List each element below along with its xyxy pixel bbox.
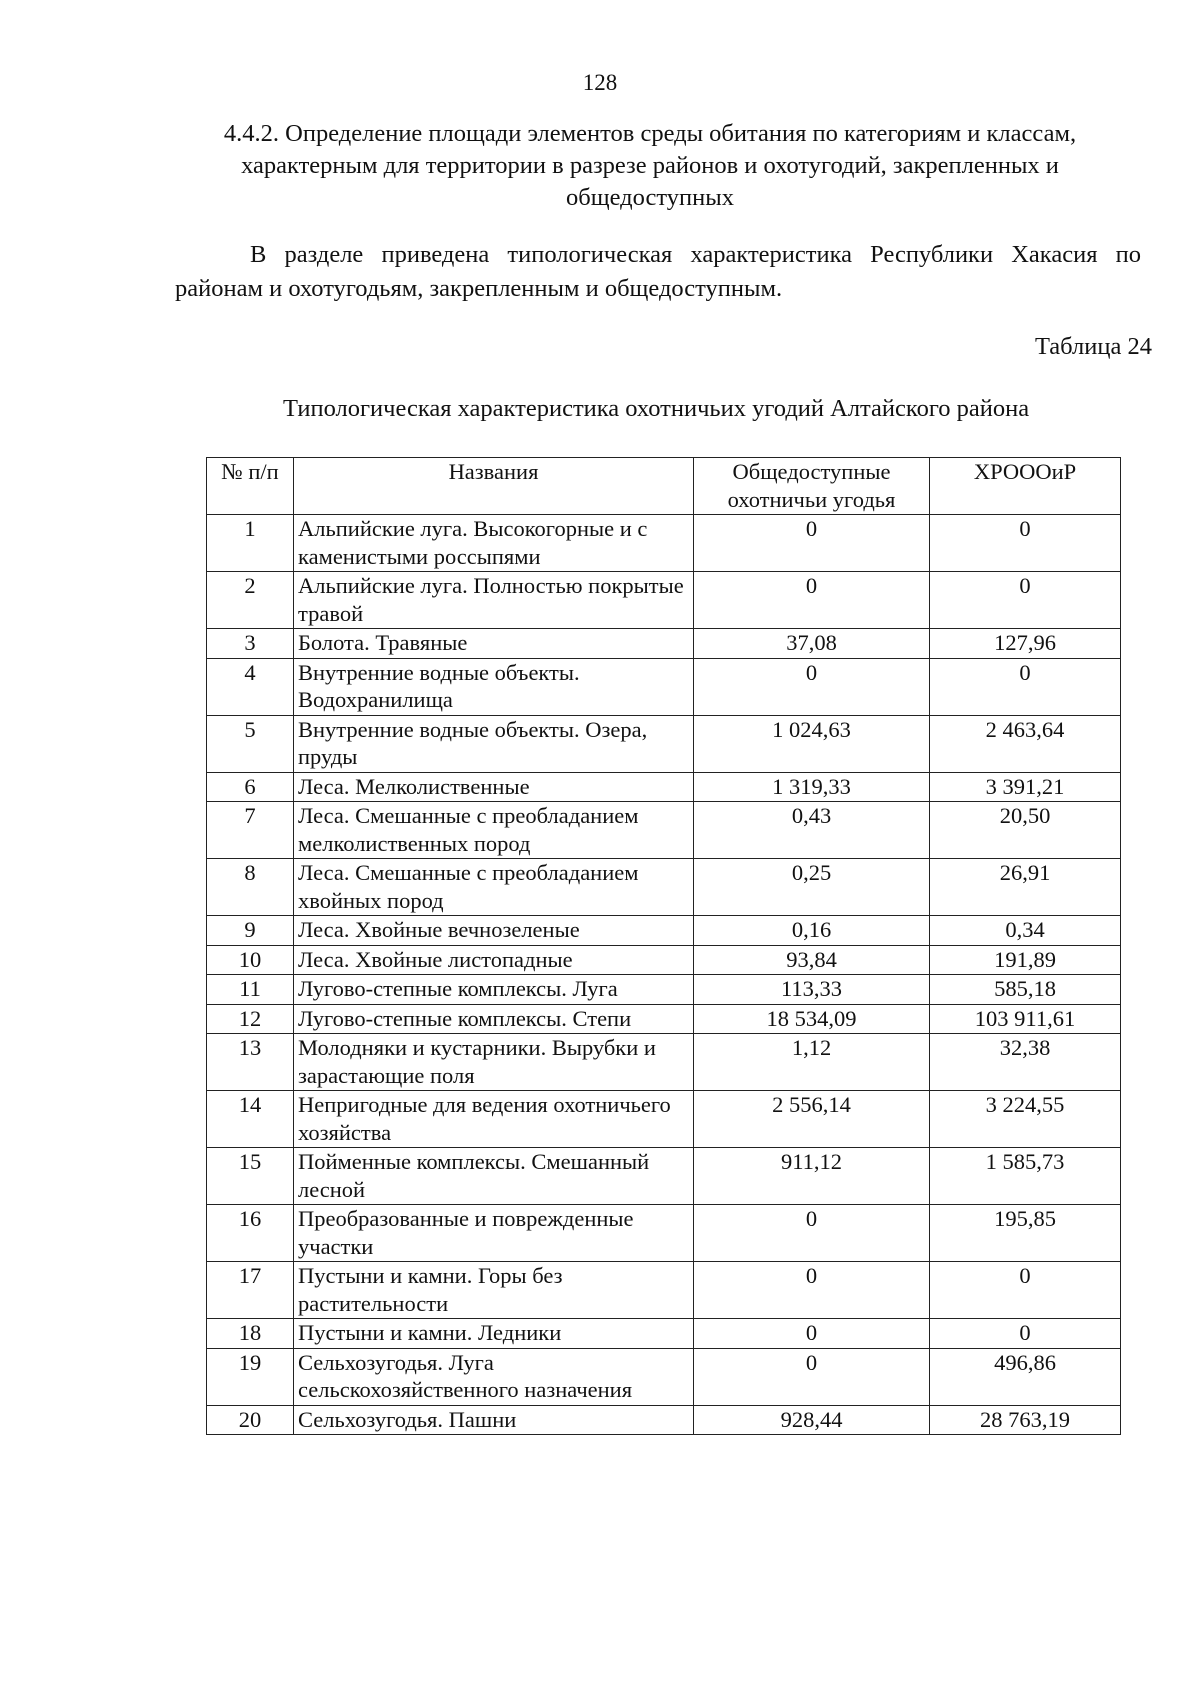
row-name: Лугово-степные комплексы. Луга	[294, 975, 694, 1005]
row-public-value: 0	[694, 572, 930, 629]
row-name: Лугово-степные комплексы. Степи	[294, 1004, 694, 1034]
row-hrooir-value: 0	[930, 572, 1121, 629]
row-public-value: 113,33	[694, 975, 930, 1005]
row-name: Пустыни и камни. Ледники	[294, 1319, 694, 1349]
header-hrooir: ХРОООиР	[930, 458, 1121, 515]
row-number: 5	[207, 715, 294, 772]
row-number: 14	[207, 1091, 294, 1148]
section-heading: 4.4.2. Определение площади элементов среды обитания по категориям и классам, характерным для территории в разрезе районов и охотугодий, закрепленных и общедоступных	[223, 120, 1077, 211]
table-row	[207, 1319, 1121, 1349]
row-name: Сельхозугодья. Пашни	[294, 1405, 694, 1435]
row-hrooir-value: 496,86	[930, 1348, 1121, 1405]
row-name: Молодняки и кустарники. Вырубки и зарастающие поля	[294, 1034, 694, 1091]
table-header-row	[207, 458, 1121, 515]
row-name: Леса. Хвойные вечнозеленые	[294, 916, 694, 946]
row-public-value: 93,84	[694, 945, 930, 975]
row-hrooir-value: 0	[930, 658, 1121, 715]
row-number: 17	[207, 1262, 294, 1319]
row-hrooir-value: 103 911,61	[930, 1004, 1121, 1034]
table-row	[207, 945, 1121, 975]
row-name: Альпийские луга. Полностью покрытые травой	[294, 572, 694, 629]
row-public-value: 0	[694, 1319, 930, 1349]
table-row	[207, 658, 1121, 715]
row-number: 13	[207, 1034, 294, 1091]
table-row	[207, 515, 1121, 572]
row-hrooir-value: 191,89	[930, 945, 1121, 975]
table-row	[207, 715, 1121, 772]
row-hrooir-value: 0	[930, 515, 1121, 572]
row-public-value: 1 319,33	[694, 772, 930, 802]
page-number: 128	[582, 70, 618, 95]
row-public-value: 0	[694, 658, 930, 715]
row-public-value: 0	[694, 1262, 930, 1319]
intro-paragraph: В разделе приведена типологическая характеристика Республики Хакасия по районам и охотугодьям, закрепленным и общедоступным.	[175, 241, 1141, 302]
row-public-value: 0	[694, 1205, 930, 1262]
row-public-value: 1,12	[694, 1034, 930, 1091]
row-public-value: 0	[694, 1348, 930, 1405]
row-public-value: 18 534,09	[694, 1004, 930, 1034]
table-row	[207, 1034, 1121, 1091]
row-hrooir-value: 2 463,64	[930, 715, 1121, 772]
table-row	[207, 629, 1121, 659]
row-hrooir-value: 0,34	[930, 916, 1121, 946]
row-hrooir-value: 26,91	[930, 859, 1121, 916]
table-row	[207, 975, 1121, 1005]
row-hrooir-value: 28 763,19	[930, 1405, 1121, 1435]
row-number: 20	[207, 1405, 294, 1435]
row-name: Внутренние водные объекты. Озера, пруды	[294, 715, 694, 772]
row-number: 18	[207, 1319, 294, 1349]
table-row	[207, 916, 1121, 946]
table-row	[207, 859, 1121, 916]
row-public-value: 37,08	[694, 629, 930, 659]
row-number: 1	[207, 515, 294, 572]
row-number: 15	[207, 1148, 294, 1205]
row-hrooir-value: 0	[930, 1262, 1121, 1319]
row-number: 7	[207, 802, 294, 859]
row-hrooir-value: 32,38	[930, 1034, 1121, 1091]
row-hrooir-value: 3 224,55	[930, 1091, 1121, 1148]
row-hrooir-value: 0	[930, 1319, 1121, 1349]
table-row	[207, 1148, 1121, 1205]
table-row	[207, 572, 1121, 629]
row-number: 19	[207, 1348, 294, 1405]
table-row	[207, 1405, 1121, 1435]
table-row	[207, 1004, 1121, 1034]
row-hrooir-value: 3 391,21	[930, 772, 1121, 802]
row-number: 2	[207, 572, 294, 629]
row-hrooir-value: 195,85	[930, 1205, 1121, 1262]
row-public-value: 0,43	[694, 802, 930, 859]
header-name: Названия	[294, 458, 694, 515]
row-public-value: 0,16	[694, 916, 930, 946]
row-public-value: 911,12	[694, 1148, 930, 1205]
row-number: 11	[207, 975, 294, 1005]
row-name: Леса. Смешанные с преобладанием мелколиственных пород	[294, 802, 694, 859]
row-public-value: 928,44	[694, 1405, 930, 1435]
row-name: Леса. Хвойные листопадные	[294, 945, 694, 975]
row-name: Пойменные комплексы. Смешанный лесной	[294, 1148, 694, 1205]
table-row	[207, 1262, 1121, 1319]
table-row	[207, 802, 1121, 859]
row-number: 3	[207, 629, 294, 659]
table-caption: Типологическая характеристика охотничьих угодий Алтайского района	[283, 395, 1030, 422]
row-hrooir-value: 20,50	[930, 802, 1121, 859]
row-number: 6	[207, 772, 294, 802]
row-name: Сельхозугодья. Луга сельскохозяйственного назначения	[294, 1348, 694, 1405]
row-number: 12	[207, 1004, 294, 1034]
row-name: Непригодные для ведения охотничьего хозяйства	[294, 1091, 694, 1148]
row-name: Пустыни и камни. Горы без растительности	[294, 1262, 694, 1319]
row-name: Внутренние водные объекты. Водохранилища	[294, 658, 694, 715]
header-public-lands: Общедоступные охотничьи угодья	[694, 458, 930, 515]
table-label: Таблица 24	[1034, 333, 1152, 360]
row-public-value: 1 024,63	[694, 715, 930, 772]
row-number: 8	[207, 859, 294, 916]
row-hrooir-value: 127,96	[930, 629, 1121, 659]
habitat-table	[206, 457, 1121, 1435]
row-hrooir-value: 1 585,73	[930, 1148, 1121, 1205]
table-body	[207, 515, 1121, 1435]
row-name: Леса. Смешанные с преобладанием хвойных пород	[294, 859, 694, 916]
row-public-value: 0,25	[694, 859, 930, 916]
table-row	[207, 1348, 1121, 1405]
row-name: Преобразованные и поврежденные участки	[294, 1205, 694, 1262]
row-name: Болота. Травяные	[294, 629, 694, 659]
row-number: 16	[207, 1205, 294, 1262]
table-row	[207, 1091, 1121, 1148]
row-hrooir-value: 585,18	[930, 975, 1121, 1005]
row-name: Леса. Мелколиственные	[294, 772, 694, 802]
header-number: № п/п	[207, 458, 294, 515]
table-row	[207, 1205, 1121, 1262]
row-number: 10	[207, 945, 294, 975]
row-number: 4	[207, 658, 294, 715]
table-row	[207, 772, 1121, 802]
row-number: 9	[207, 916, 294, 946]
row-public-value: 0	[694, 515, 930, 572]
row-public-value: 2 556,14	[694, 1091, 930, 1148]
row-name: Альпийские луга. Высокогорные и с каменистыми россыпями	[294, 515, 694, 572]
